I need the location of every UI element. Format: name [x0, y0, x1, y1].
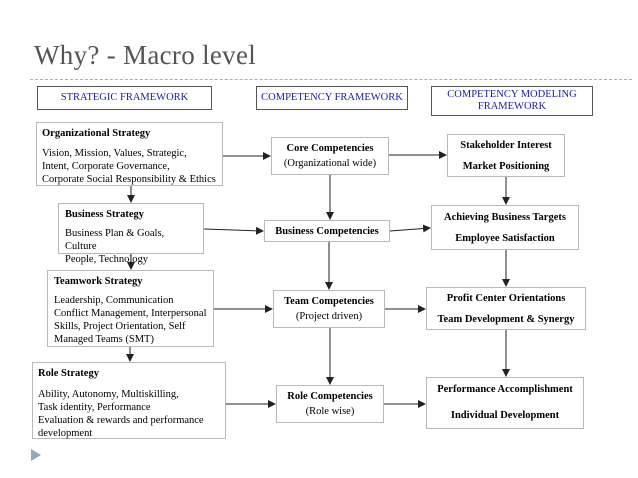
arrow-business-to-bizcomp	[204, 229, 263, 231]
role-strategy-line: Ability, Autonomy, Multiskilling,	[38, 389, 179, 400]
organizational-strategy-line: Corporate Social Responsibility & Ethics	[42, 174, 216, 185]
page-title: Why? - Macro level	[34, 40, 257, 70]
performance-line1: Performance Accomplishment	[437, 384, 573, 395]
organizational-strategy-title: Organizational Strategy	[42, 128, 151, 139]
organizational-strategy-line: Intent, Corporate Governance,	[42, 161, 170, 172]
team-competencies-title: Team Competencies	[284, 296, 374, 307]
role-strategy-line: development	[38, 428, 93, 439]
role-strategy-title: Role Strategy	[38, 368, 99, 379]
header-modeling-label-line2: FRAMEWORK	[477, 101, 547, 112]
arrow-bizcomp-to-targets	[390, 228, 430, 231]
role-strategy-line: Task identity, Performance	[38, 402, 151, 413]
business-strategy-title: Business Strategy	[65, 209, 145, 220]
business-competencies-title: Business Competencies	[275, 226, 379, 237]
slide-bullet-icon	[30, 448, 42, 462]
profit-center-line1: Profit Center Orientations	[446, 293, 566, 304]
teamwork-strategy-line: Managed Teams (SMT)	[54, 334, 154, 345]
stakeholder-interest-line2: Market Positioning	[462, 161, 550, 172]
team-competencies-sub: (Project driven)	[295, 311, 363, 322]
role-strategy-line: Evaluation & rewards and performance	[38, 415, 204, 426]
teamwork-strategy-title: Teamwork Strategy	[54, 276, 143, 287]
teamwork-strategy-line: Conflict Management, Interpersonal	[54, 308, 207, 319]
organizational-strategy-line: Vision, Mission, Values, Strategic,	[42, 148, 187, 159]
teamwork-strategy-line: Leadership, Communication	[54, 295, 174, 306]
business-strategy-line: Business Plan & Goals, Culture	[65, 228, 165, 252]
performance-line2: Individual Development	[450, 410, 560, 421]
profit-center-line2: Team Development & Synergy	[437, 314, 575, 325]
business-targets-line2: Employee Satisfaction	[455, 233, 555, 244]
teamwork-strategy-line: Skills, Project Orientation, Self	[54, 321, 186, 332]
header-competency-label: COMPETENCY FRAMEWORK	[261, 92, 403, 103]
header-modeling-label-line1: COMPETENCY MODELING	[447, 89, 577, 100]
business-strategy-line: People, Technology	[65, 254, 149, 265]
role-competencies-sub: (Role wise)	[305, 406, 355, 417]
core-competencies-title: Core Competencies	[286, 143, 374, 154]
role-competencies-title: Role Competencies	[287, 391, 373, 402]
business-targets-line1: Achieving Business Targets	[444, 212, 566, 223]
stakeholder-interest-line1: Stakeholder Interest	[460, 140, 552, 151]
header-strategic-label: STRATEGIC FRAMEWORK	[60, 92, 189, 103]
core-competencies-sub: (Organizational wide)	[283, 158, 377, 169]
